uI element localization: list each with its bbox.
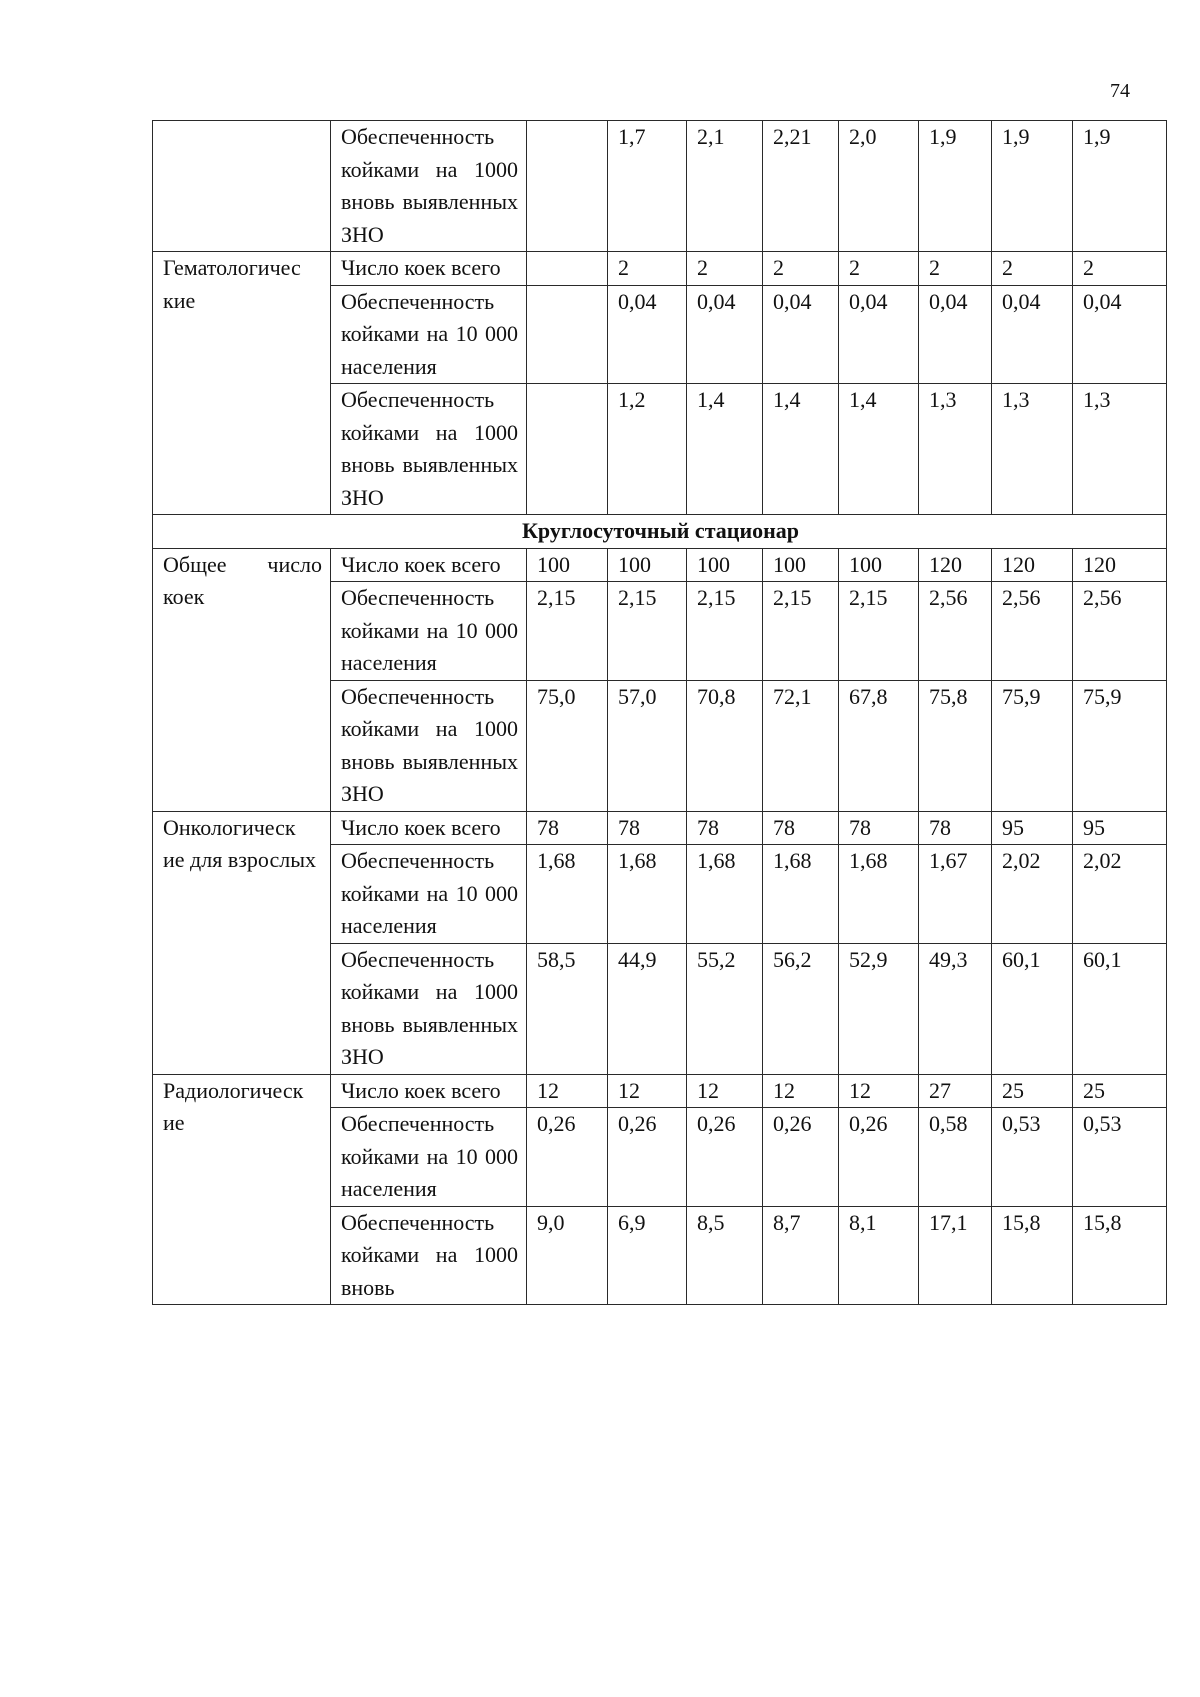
value-col-6: 49,3: [919, 943, 992, 1074]
value-col-2: 2,15: [608, 582, 687, 681]
section-title: Круглосуточный стационар: [153, 515, 1167, 549]
value-col-6: 1,3: [919, 384, 992, 515]
value-col-8: 75,9: [1073, 680, 1167, 811]
value-col-8: 2,02: [1073, 845, 1167, 944]
category-cell: Гематологичес кие: [153, 252, 331, 515]
category-cell: Радиологическ ие: [153, 1074, 331, 1305]
value-col-6: 78: [919, 811, 992, 845]
value-col-6: 2,56: [919, 582, 992, 681]
category-cell: Онкологическ ие для взрослых: [153, 811, 331, 1074]
value-col-5: 2,15: [839, 582, 919, 681]
value-col-8: 120: [1073, 548, 1167, 582]
section-header-row: [153, 515, 1167, 549]
value-col-8: 25: [1073, 1074, 1167, 1108]
value-col-1: 2,15: [527, 582, 608, 681]
value-col-1: 12: [527, 1074, 608, 1108]
value-col-3: 0,26: [687, 1108, 763, 1207]
value-col-5: 2,0: [839, 121, 919, 252]
value-col-1: [527, 121, 608, 252]
indicator-cell: Обеспеченность койками на 10 000 населения: [331, 845, 527, 944]
indicator-cell: Число коек всего: [331, 252, 527, 286]
value-col-5: 67,8: [839, 680, 919, 811]
value-col-6: 27: [919, 1074, 992, 1108]
value-col-5: 1,4: [839, 384, 919, 515]
value-col-3: 2: [687, 252, 763, 286]
value-col-1: 75,0: [527, 680, 608, 811]
page-number: 74: [1110, 80, 1130, 102]
indicator-cell: Обеспеченность койками на 1000 вновь выявленных ЗНО: [331, 384, 527, 515]
category-cell: Общее число коек: [153, 548, 331, 811]
value-col-1: 0,26: [527, 1108, 608, 1207]
table-row: [153, 1074, 1167, 1108]
indicator-cell: Обеспеченность койками на 1000 вновь выявленных ЗНО: [331, 943, 527, 1074]
value-col-3: 1,68: [687, 845, 763, 944]
value-col-7: 1,9: [992, 121, 1073, 252]
value-col-6: 17,1: [919, 1206, 992, 1305]
table-row: [153, 548, 1167, 582]
value-col-4: 8,7: [763, 1206, 839, 1305]
value-col-2: 1,2: [608, 384, 687, 515]
indicator-cell: Обеспеченность койками на 10 000 населения: [331, 285, 527, 384]
value-col-2: 0,04: [608, 285, 687, 384]
value-col-7: 2,02: [992, 845, 1073, 944]
indicator-cell: Обеспеченность койками на 1000 вновь: [331, 1206, 527, 1305]
value-col-5: 8,1: [839, 1206, 919, 1305]
value-col-1: [527, 285, 608, 384]
value-col-6: 75,8: [919, 680, 992, 811]
section-header-row-group: [153, 515, 1167, 549]
table-row: [153, 121, 1167, 252]
value-col-7: 15,8: [992, 1206, 1073, 1305]
value-col-1: [527, 252, 608, 286]
value-col-4: 100: [763, 548, 839, 582]
value-col-1: 78: [527, 811, 608, 845]
value-col-8: 2: [1073, 252, 1167, 286]
value-col-2: 44,9: [608, 943, 687, 1074]
value-col-4: 1,4: [763, 384, 839, 515]
value-col-3: 8,5: [687, 1206, 763, 1305]
value-col-6: 0,58: [919, 1108, 992, 1207]
value-col-7: 25: [992, 1074, 1073, 1108]
table-row: [153, 252, 1167, 286]
value-col-2: 0,26: [608, 1108, 687, 1207]
value-col-2: 6,9: [608, 1206, 687, 1305]
value-col-2: 78: [608, 811, 687, 845]
value-col-7: 60,1: [992, 943, 1073, 1074]
value-col-8: 1,9: [1073, 121, 1167, 252]
value-col-3: 55,2: [687, 943, 763, 1074]
value-col-2: 12: [608, 1074, 687, 1108]
value-col-6: 1,67: [919, 845, 992, 944]
value-col-6: 0,04: [919, 285, 992, 384]
value-col-3: 0,04: [687, 285, 763, 384]
table-row: [153, 811, 1167, 845]
value-col-8: 60,1: [1073, 943, 1167, 1074]
table-body-top: [153, 121, 1167, 515]
value-col-3: 2,1: [687, 121, 763, 252]
value-col-5: 100: [839, 548, 919, 582]
category-cell: [153, 121, 331, 252]
indicator-cell: Число коек всего: [331, 811, 527, 845]
value-col-3: 70,8: [687, 680, 763, 811]
value-col-1: [527, 384, 608, 515]
value-col-5: 1,68: [839, 845, 919, 944]
value-col-6: 1,9: [919, 121, 992, 252]
value-col-7: 1,3: [992, 384, 1073, 515]
value-col-2: 1,7: [608, 121, 687, 252]
value-col-3: 1,4: [687, 384, 763, 515]
value-col-8: 15,8: [1073, 1206, 1167, 1305]
value-col-3: 12: [687, 1074, 763, 1108]
value-col-2: 57,0: [608, 680, 687, 811]
value-col-8: 2,56: [1073, 582, 1167, 681]
value-col-3: 78: [687, 811, 763, 845]
value-col-4: 12: [763, 1074, 839, 1108]
value-col-1: 9,0: [527, 1206, 608, 1305]
value-col-5: 52,9: [839, 943, 919, 1074]
value-col-5: 0,04: [839, 285, 919, 384]
value-col-1: 1,68: [527, 845, 608, 944]
value-col-4: 72,1: [763, 680, 839, 811]
indicator-cell: Число коек всего: [331, 548, 527, 582]
value-col-2: 100: [608, 548, 687, 582]
value-col-3: 2,15: [687, 582, 763, 681]
value-col-2: 1,68: [608, 845, 687, 944]
value-col-2: 2: [608, 252, 687, 286]
value-col-7: 120: [992, 548, 1073, 582]
value-col-7: 95: [992, 811, 1073, 845]
value-col-7: 0,04: [992, 285, 1073, 384]
value-col-4: 0,04: [763, 285, 839, 384]
value-col-1: 58,5: [527, 943, 608, 1074]
value-col-7: 2: [992, 252, 1073, 286]
value-col-4: 56,2: [763, 943, 839, 1074]
indicator-cell: Обеспеченность койками на 1000 вновь выявленных ЗНО: [331, 680, 527, 811]
value-col-7: 75,9: [992, 680, 1073, 811]
value-col-6: 120: [919, 548, 992, 582]
value-col-5: 0,26: [839, 1108, 919, 1207]
table-body-bottom: [153, 548, 1167, 1305]
value-col-7: 0,53: [992, 1108, 1073, 1207]
value-col-5: 2: [839, 252, 919, 286]
value-col-8: 1,3: [1073, 384, 1167, 515]
value-col-4: 2,21: [763, 121, 839, 252]
value-col-8: 0,53: [1073, 1108, 1167, 1207]
value-col-4: 2: [763, 252, 839, 286]
value-col-3: 100: [687, 548, 763, 582]
value-col-5: 12: [839, 1074, 919, 1108]
statistics-table: [152, 120, 1167, 1305]
value-col-5: 78: [839, 811, 919, 845]
value-col-4: 0,26: [763, 1108, 839, 1207]
value-col-4: 78: [763, 811, 839, 845]
indicator-cell: Обеспеченность койками на 10 000 населения: [331, 582, 527, 681]
indicator-cell: Число коек всего: [331, 1074, 527, 1108]
value-col-4: 2,15: [763, 582, 839, 681]
value-col-1: 100: [527, 548, 608, 582]
value-col-7: 2,56: [992, 582, 1073, 681]
indicator-cell: Обеспеченность койками на 1000 вновь выявленных ЗНО: [331, 121, 527, 252]
value-col-8: 95: [1073, 811, 1167, 845]
value-col-8: 0,04: [1073, 285, 1167, 384]
indicator-cell: Обеспеченность койками на 10 000 населения: [331, 1108, 527, 1207]
value-col-6: 2: [919, 252, 992, 286]
value-col-4: 1,68: [763, 845, 839, 944]
